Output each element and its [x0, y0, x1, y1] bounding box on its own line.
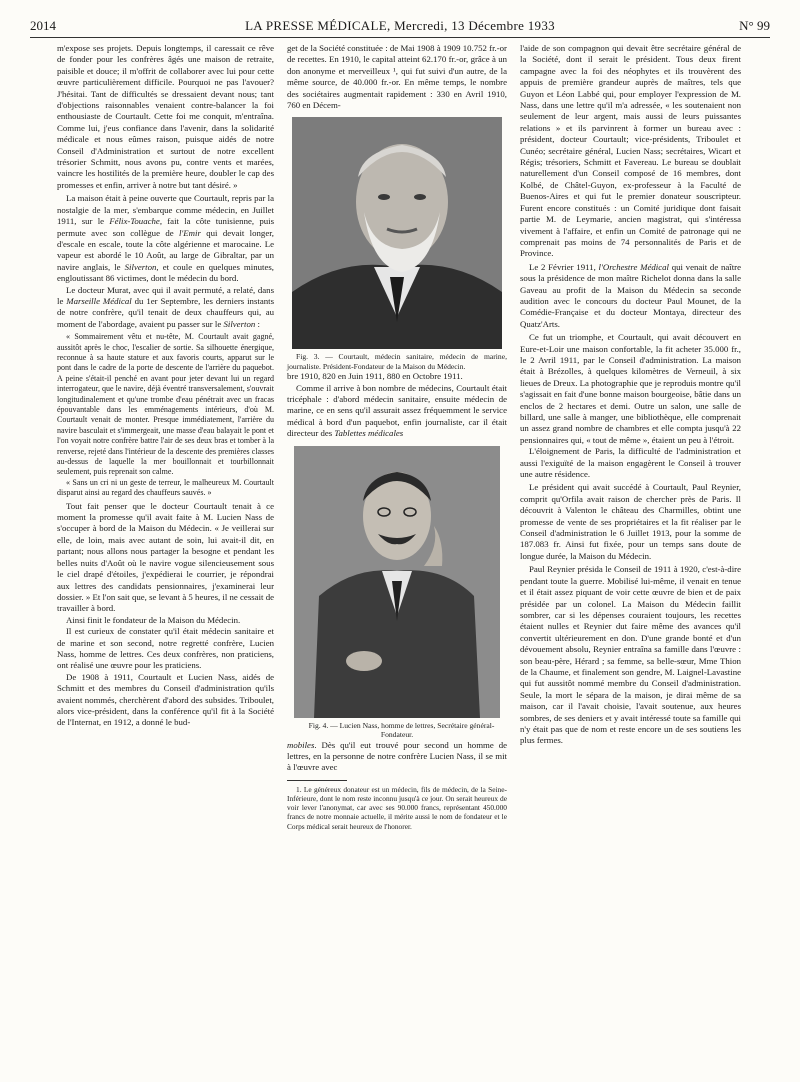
paragraph: Comme il arrive à bon nombre de médecins, Courtault était tricéphale : d'abord médecin sanitaire, ensuite médecin de marine, ce en sens qu'il assurait assez fréquemment le service médical à bord d'un paquebot, enfin journaliste, car il était directeur des Tablettes médicales — [287, 382, 507, 439]
paragraph: La maison était à peine ouverte que Courtault, repris par la nostalgie de la mer, s'embarque comme médecin, en Juillet 1911, sur le Félix-Touache, fait la côte tunisienne, puis permute avec son collègue de l'Emir qui devait longer, d'escale en escale, toute la côte algérienne et marocaine. Le vapeur est abordé le 10 Août, au large de Gibraltar, par un navire anglais, le Silverton, et coule en quelques minutes, engloutissant 86 victimes, dont le médecin du bord. — [57, 193, 274, 284]
journal-title: LA PRESSE MÉDICALE, Mercredi, 13 Décembre 1933 — [245, 18, 555, 33]
paragraph: Le docteur Murat, avec qui il avait permuté, a relaté, dans le Marseille Médical du 1er Septembre, les derniers instants de notre confrère, qu'il tenait de deux chauffeurs qui, au moment de l'abordage, avaient pu passer sur le Silverton : — [57, 284, 274, 329]
paragraph: bre 1910, 820 en Juin 1911, 880 en Octobre 1911. — [287, 371, 463, 382]
paragraph: Paul Reynier présida le Conseil de 1911 à 1920, c'est-à-dire pendant toute la guerre. Mobilisé lui-même, il venait en tenue et il était assez piquant de voir cette œuvre de bien et de paix présidée par un colonel. La Maison du Médecin faillit sombrer, car si les dépenses couraient toujours, les recettes étaient nulles et Reynier dut faire même des avances qu'il convertit ultérieurement en don. D'une grande bonté et d'un dévouement absolu, Reynier entraîna sa famille dans l'œuvre : son beau-père, Hérard ; sa femme, sa belle-sœur, Mme Thion de la Chaume, et finalement son gendre, M. Laignel-Lavastine qui fut aussitôt nommé membre du Conseil d'administration. Seule, la mort le sépara de la maison, je dirai même de sa maison, car il l'avait choisie, l'avait soutenue, aux heures sombres, de ses deniers et y avait intéressé toute sa famille qui n'y était pas que de nom et reste encore un de ses soutiens les plus fermes. — [520, 564, 741, 746]
paragraph: mobiles. Dès qu'il eut trouvé pour second un homme de lettres, en la personne de notre confrère Lucien Nass, il se mit à l'œuvre avec — [287, 739, 507, 773]
paragraph: Il est curieux de constater qu'il était médecin sanitaire et de marine et son second, notre regretté confrère, Lucien Nass, homme de lettres. Ces deux confrères, non praticiens, ont réalisé une œuvre pour les praticiens. — [57, 626, 274, 671]
paragraph: De 1908 à 1911, Courtault et Lucien Nass, aidés de Schmitt et des membres du Conseil d'administration qu'ils avaient nommés, cherchèrent d'abord des subsides. Triboulet, alors vice-président, dans la conférence qu'il fit à la Société de l'Internat, en 1912, a donné le bud- — [57, 671, 274, 728]
paragraph: Ainsi finit le fondateur de la Maison du Médecin. — [66, 614, 241, 625]
column-1 — [57, 43, 274, 729]
portrait-photo-courtault — [292, 117, 502, 349]
paragraph: get de la Société constituée : de Mai 1908 à 1909 10.752 fr.-or de recettes. En 1910, le capital atteint 62.170 fr.-or, grâce à un don anonyme et merveilleux ¹, qui fut suivi d'un autre, de la même source, de 40.000 fr.-or. En même temps, le nombre des sociétaires augmentait rapidement : 330 en Avril 1910, 760 en Décem- — [287, 43, 507, 111]
page-number: 2014 — [30, 18, 56, 33]
paragraph: L'éloignement de Paris, la difficulté de l'administration et aussi l'exiguïté de la maison engagèrent le Conseil à trouver une autre résidence. — [520, 446, 741, 480]
column-2 — [287, 43, 507, 831]
paragraph: m'expose ses projets. Depuis longtemps, il caressait ce rêve de fonder pour les confrères âgés une maison de retraite, paisible et douce; il m'offrit de collaborer avec lui pour cette œuvre particulièrement difficile. Pourquoi ne pas l'avouer? J'hésitai. Tant de difficultés se dressaient devant nous; tant d'objections raisonnables venaient contre-balancer la foi enthousiaste de Courtault. Cette foi me conquit, m'entraîna. Comme lui, j'eus confiance dans l'avenir, dans la solidarité médicale et nous eûmes raison, puisque aidés de notre Conseil d'Administration et surtout de notre excellent trésorier Schmitt, nous avons pu, contre vents et marées, vaincre les hostilités de la première heure, doubler le cap des promesses et enfin, arriver à notre but tant désiré. » — [57, 43, 274, 190]
issue-number: N° 99 — [739, 18, 770, 33]
portrait-nass-illustration — [294, 446, 500, 718]
column-3 — [520, 43, 741, 747]
portrait-courtault-illustration — [292, 117, 502, 349]
portrait-photo-nass — [294, 446, 500, 718]
paragraph: Tout fait penser que le docteur Courtault tenait à ce moment la promesse qu'il avait faite à M. Lucien Nass de s'occuper à bord de la Maison du Médecin. « Je veillerai sur elle, de loin, mais avec autant de soin, lui avait-il dit, en partant; nous allons nous partager la besogne et pendant les belles nuits d'Août où le navire vogue silencieusement sous le ciel drapé d'étoiles, j'expédierai le courrier, je répondrai aux lettres des candidats pensionnaires, j'examinerai leur dossier. » Et l'on sait que, se levant à 5 heures, il ne cessait de travailler à bord. — [57, 500, 274, 614]
figure-caption: Fig. 4. — Lucien Nass, homme de lettres, Secrétaire général-Fondateur. — [308, 720, 495, 740]
footnote-rule — [287, 780, 347, 781]
paragraph: Ce fut un triomphe, et Courtault, qui avait découvert en Eure-et-Loir une maison confortable, la fit acheter 35.000 fr., le 2 Avril 1911, par le Conseil d'administration. La maison était à Brézolles, à quelques kilomètres de Verneuil, à six lieues de Dreux. La photographie que je reproduis montre qu'il s'agissait en fait d'une bonne maison bourgeoise, bâtie dans un enclos de 2 hectares et demi. Outre un salon, une salle de billard, une salle à manger, une bibliothèque, elle comprenait un assez grand nombre de chambres et elle compta jusqu'à 22 pensionnaires qui, « tout de même », étaient un peu à l'étroit. — [520, 332, 741, 445]
quotation: « Sommairement vêtu et nu-tête, M. Courtault avait gagné, aussitôt après le choc, l'escalier de sortie. Sa silhouette énergique, reconnue à sa haute stature et aux favoris courts, apparut sur le pont dans le cadre de la porte de descente de l'arrière du paquebot. A peine s'était-il penché en avant pour jeter devant lui un regard interrogateur, que le navire, déjà éventré transversalement, s'ouvrait longitudinalement et qu'une trombe d'eau pénétrait avec un fracas épouvantable dans les emménagements intérieurs, d'où M. Courtault venait de monter. Presque immédiatement, l'arrière du navire basculait et s'immergeait, une masse d'eau balayait le pont et l'on voyait notre confrère battre l'air de ses deux bras et tomber à la renverse, rejeté dans l'intérieur de la descente des premières classes au-dessus de laquelle la mer bouillonnait et tourbillonnait seulement, puis reprenait son calme. — [57, 332, 274, 477]
quotation: « Sans un cri ni un geste de terreur, le malheureux M. Courtault disparut ainsi au regard des chauffeurs sauvés. » — [57, 477, 274, 498]
paragraph: l'aide de son compagnon qui devait être secrétaire général de la Société, dont il serait le président. Tous deux firent campagne avec la foi des néophytes et ils trouvèrent des appuis de première grandeur auprès de maîtres, tels que Guyon et Léon Labbé qui, pour employer l'expression de M. Nass, dans une lettre qu'il m'a adressée, « les soutenaient non seulement de leur argent, mais aussi de leurs puissantes relations » et ils parvinrent à former un bureau avec : président, docteur Courtault; vice-présidents, Triboulet et Cunéo; secrétaire général, Lucien Nass; secrétaires, Wicart et Régis; trésoriers, Schmitt et Favereau. Le bureau se doublait naturellement d'un Conseil composé de 16 membres, dont Kolbé, de Châtel-Guyon, ex-professeur à la Faculté de Buenos-Aires et qui fut le premier donateur souscripteur. Furent encore constitués : un Comité juridique dont faisait partie M. de Leymarie, ancien magistrat, qui s'intéressa vivement à l'affaire, et enfin un Comité de patronage qui ne comprenait pas moins de 74 personnalités de Paris et de Province. — [520, 43, 741, 259]
paragraph: Le président qui avait succédé à Courtault, Paul Reynier, comprit qu'Orfila avait raison de chercher près de Paris. Il découvrit à Valenton le château des Charmilles, obtint une promesse de vente de ses propriétaires et la fit réaliser par le Conseil d'administration le 6 Juillet 1913, pour la somme de 187.083 fr. Ainsi fut fixée, pour un temps sans doute de longue durée, la Maison du Médecin. — [520, 482, 741, 561]
header-rule — [30, 37, 770, 38]
footnote: 1. Le généreux donateur est un médecin, fils de médecin, de la Seine-Inférieure, dont le nom reste inconnu jusqu'à ce jour. On serait heureux de voir lever l'anonymat, car avec ses 90.000 francs, représentant 450.000 francs de notre monnaie actuelle, il mérite aussi le nom de fondateur et le Corps médical serait heureux de l'honorer. — [287, 784, 507, 831]
paragraph: Le 2 Février 1911, l'Orchestre Médical qui venait de naître sous la présidence de mon maître Richelot donna dans la salle Gaveau au profit de la Maison du Médecin sa seconde audition avec le concours du docteur Paul Mounet, de la Comédie-Française et du docteur Montaya, directeur des Quatz'Arts. — [520, 261, 741, 329]
figure-caption: Fig. 3. — Courtault, médecin sanitaire, médecin de marine, journaliste. Président-Fondateur de la Maison du Médecin. — [287, 352, 507, 371]
